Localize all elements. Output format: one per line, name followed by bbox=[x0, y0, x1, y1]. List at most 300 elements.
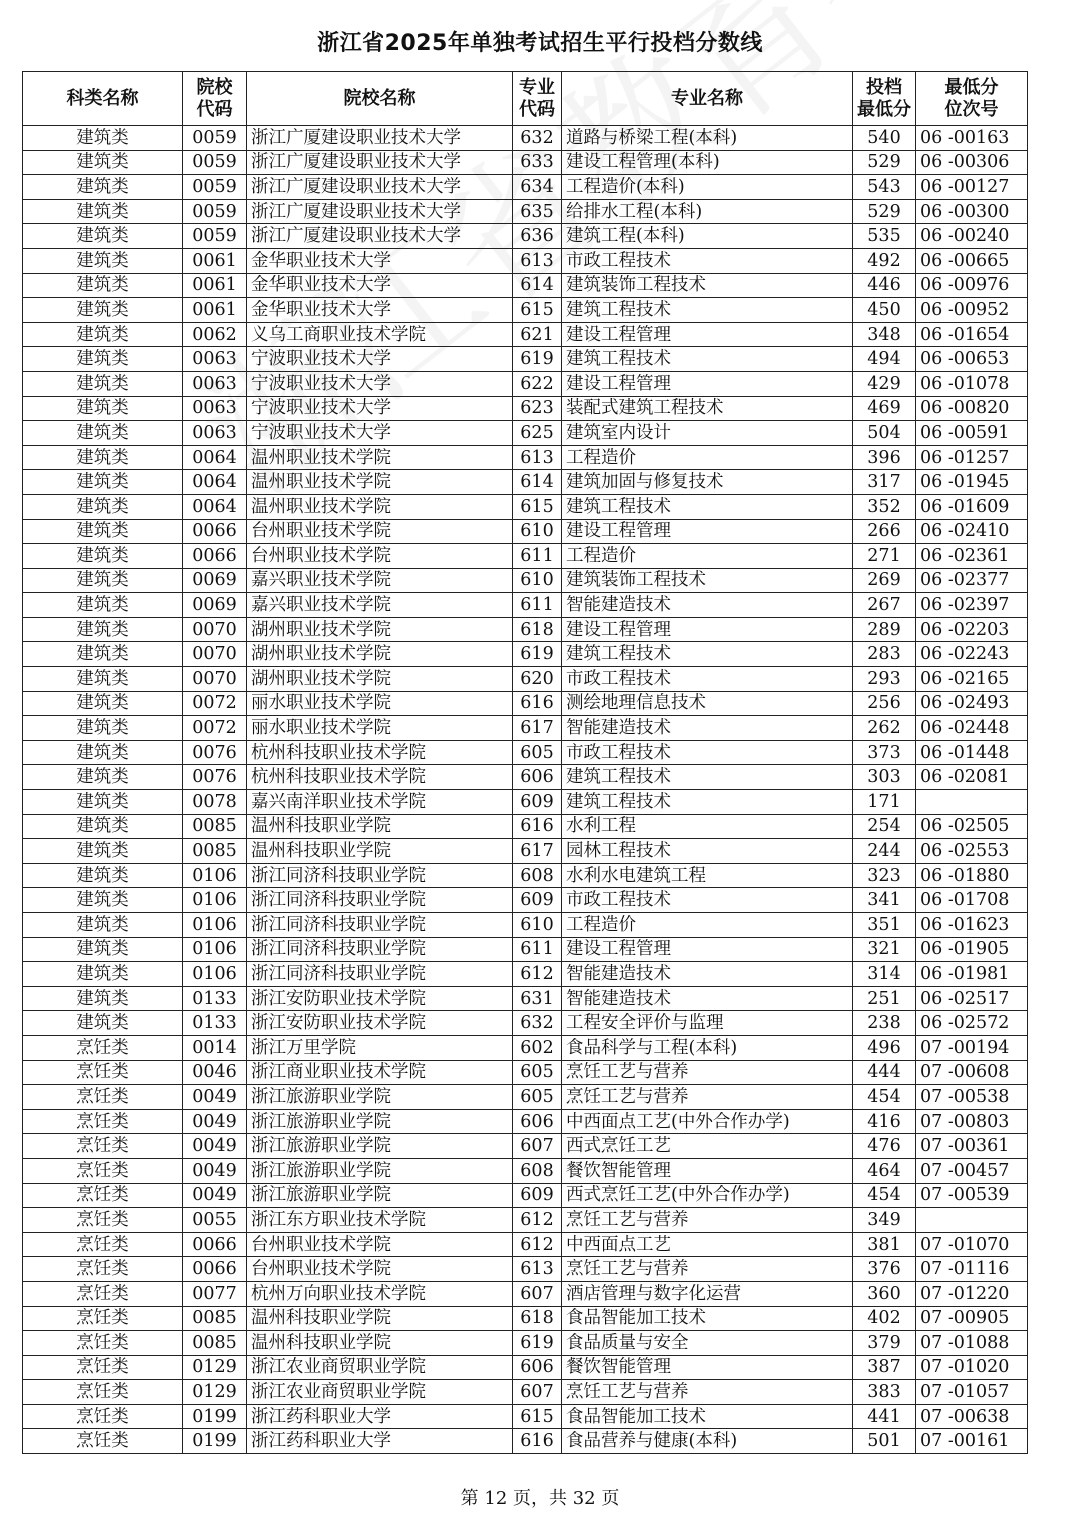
school-code-cell: 0070 bbox=[183, 642, 247, 667]
category-cell: 建筑类 bbox=[23, 593, 183, 618]
min-score-cell: 381 bbox=[853, 1232, 916, 1257]
category-cell: 建筑类 bbox=[23, 740, 183, 765]
min-rank-cell: 07 -00608 bbox=[916, 1060, 1028, 1085]
min-rank-cell: 06 -01981 bbox=[916, 962, 1028, 987]
school-name-cell: 浙江农业商贸职业学院 bbox=[247, 1355, 513, 1380]
school-name-cell: 湖州职业技术学院 bbox=[247, 667, 513, 692]
category-cell: 烹饪类 bbox=[23, 1035, 183, 1060]
category-cell: 烹饪类 bbox=[23, 1380, 183, 1405]
min-score-cell: 416 bbox=[853, 1109, 916, 1134]
major-code-cell: 634 bbox=[513, 175, 562, 200]
category-cell: 烹饪类 bbox=[23, 1208, 183, 1233]
category-cell: 建筑类 bbox=[23, 224, 183, 249]
major-name-cell: 建设工程管理 bbox=[562, 519, 853, 544]
category-cell: 烹饪类 bbox=[23, 1404, 183, 1429]
min-score-cell: 454 bbox=[853, 1085, 916, 1110]
table-row bbox=[23, 1331, 1028, 1356]
major-name-cell: 建筑工程技术 bbox=[562, 642, 853, 667]
min-rank-cell bbox=[916, 1208, 1028, 1233]
header-major-code bbox=[513, 72, 562, 126]
school-code-cell: 0199 bbox=[183, 1429, 247, 1454]
major-name-cell: 工程造价 bbox=[562, 544, 853, 569]
header-min-score bbox=[853, 72, 916, 126]
school-code-cell: 0049 bbox=[183, 1109, 247, 1134]
min-score-cell: 266 bbox=[853, 519, 916, 544]
category-cell: 建筑类 bbox=[23, 494, 183, 519]
category-cell: 建筑类 bbox=[23, 913, 183, 938]
category-cell: 烹饪类 bbox=[23, 1060, 183, 1085]
school-code-cell: 0064 bbox=[183, 470, 247, 495]
table-row bbox=[23, 224, 1028, 249]
school-code-cell: 0049 bbox=[183, 1134, 247, 1159]
major-name-cell: 西式烹饪工艺(中外合作办学) bbox=[562, 1183, 853, 1208]
category-cell: 烹饪类 bbox=[23, 1085, 183, 1110]
school-name-cell: 浙江药科职业大学 bbox=[247, 1429, 513, 1454]
major-name-cell: 建筑工程技术 bbox=[562, 790, 853, 815]
category-cell: 建筑类 bbox=[23, 790, 183, 815]
major-name-cell: 建筑装饰工程技术 bbox=[562, 273, 853, 298]
category-cell: 建筑类 bbox=[23, 175, 183, 200]
min-score-cell: 373 bbox=[853, 740, 916, 765]
major-code-cell: 612 bbox=[513, 1208, 562, 1233]
major-code-cell: 618 bbox=[513, 617, 562, 642]
min-rank-cell: 06 -02377 bbox=[916, 568, 1028, 593]
major-name-cell: 酒店管理与数字化运营 bbox=[562, 1281, 853, 1306]
major-code-cell: 609 bbox=[513, 790, 562, 815]
min-score-cell: 450 bbox=[853, 298, 916, 323]
major-code-cell: 619 bbox=[513, 642, 562, 667]
school-name-cell: 宁波职业技术大学 bbox=[247, 421, 513, 446]
min-rank-cell: 07 -01070 bbox=[916, 1232, 1028, 1257]
school-code-cell: 0072 bbox=[183, 691, 247, 716]
school-code-cell: 0085 bbox=[183, 1306, 247, 1331]
min-score-cell: 317 bbox=[853, 470, 916, 495]
min-score-cell: 341 bbox=[853, 888, 916, 913]
table-row bbox=[23, 937, 1028, 962]
school-name-cell: 台州职业技术学院 bbox=[247, 544, 513, 569]
school-name-cell: 丽水职业技术学院 bbox=[247, 716, 513, 741]
school-code-cell: 0066 bbox=[183, 1232, 247, 1257]
table-row bbox=[23, 1355, 1028, 1380]
major-code-cell: 615 bbox=[513, 298, 562, 323]
min-rank-cell: 06 -00976 bbox=[916, 273, 1028, 298]
school-name-cell: 温州科技职业学院 bbox=[247, 839, 513, 864]
min-score-cell: 351 bbox=[853, 913, 916, 938]
major-code-cell: 607 bbox=[513, 1134, 562, 1159]
major-name-cell: 建筑工程技术 bbox=[562, 494, 853, 519]
header-school-code bbox=[183, 72, 247, 126]
school-name-cell: 浙江旅游职业学院 bbox=[247, 1183, 513, 1208]
table-row bbox=[23, 126, 1028, 151]
school-name-cell: 宁波职业技术大学 bbox=[247, 347, 513, 372]
min-score-cell: 376 bbox=[853, 1257, 916, 1282]
min-score-cell: 494 bbox=[853, 347, 916, 372]
header-major-code-text: 专业 代码 bbox=[519, 76, 555, 120]
major-name-cell: 工程造价 bbox=[562, 445, 853, 470]
school-code-cell: 0106 bbox=[183, 962, 247, 987]
major-code-cell: 635 bbox=[513, 199, 562, 224]
table-row bbox=[23, 716, 1028, 741]
min-rank-cell: 06 -02361 bbox=[916, 544, 1028, 569]
major-code-cell: 619 bbox=[513, 347, 562, 372]
school-name-cell: 温州职业技术学院 bbox=[247, 494, 513, 519]
school-code-cell: 0063 bbox=[183, 371, 247, 396]
major-name-cell: 食品科学与工程(本科) bbox=[562, 1035, 853, 1060]
major-name-cell: 工程安全评价与监理 bbox=[562, 1011, 853, 1036]
min-rank-cell: 06 -02410 bbox=[916, 519, 1028, 544]
category-cell: 建筑类 bbox=[23, 1011, 183, 1036]
school-code-cell: 0070 bbox=[183, 617, 247, 642]
school-name-cell: 浙江安防职业技术学院 bbox=[247, 986, 513, 1011]
major-code-cell: 613 bbox=[513, 248, 562, 273]
category-cell: 烹饪类 bbox=[23, 1109, 183, 1134]
category-cell: 建筑类 bbox=[23, 421, 183, 446]
school-name-cell: 义乌工商职业技术学院 bbox=[247, 322, 513, 347]
min-rank-cell: 06 -01708 bbox=[916, 888, 1028, 913]
major-name-cell: 市政工程技术 bbox=[562, 888, 853, 913]
major-name-cell: 市政工程技术 bbox=[562, 740, 853, 765]
school-name-cell: 浙江广厦建设职业技术大学 bbox=[247, 175, 513, 200]
table-row bbox=[23, 347, 1028, 372]
major-code-cell: 608 bbox=[513, 863, 562, 888]
min-score-cell: 402 bbox=[853, 1306, 916, 1331]
school-name-cell: 宁波职业技术大学 bbox=[247, 396, 513, 421]
school-code-cell: 0059 bbox=[183, 175, 247, 200]
min-rank-cell: 06 -01078 bbox=[916, 371, 1028, 396]
major-name-cell: 工程造价(本科) bbox=[562, 175, 853, 200]
major-name-cell: 智能建造技术 bbox=[562, 716, 853, 741]
school-code-cell: 0070 bbox=[183, 667, 247, 692]
min-rank-cell: 06 -02572 bbox=[916, 1011, 1028, 1036]
min-rank-cell: 07 -00905 bbox=[916, 1306, 1028, 1331]
min-score-cell: 171 bbox=[853, 790, 916, 815]
table-row bbox=[23, 667, 1028, 692]
major-code-cell: 607 bbox=[513, 1281, 562, 1306]
school-name-cell: 浙江广厦建设职业技术大学 bbox=[247, 199, 513, 224]
table-row bbox=[23, 1429, 1028, 1454]
min-score-cell: 441 bbox=[853, 1404, 916, 1429]
table-row bbox=[23, 248, 1028, 273]
major-name-cell: 智能建造技术 bbox=[562, 962, 853, 987]
school-code-cell: 0049 bbox=[183, 1085, 247, 1110]
min-score-cell: 444 bbox=[853, 1060, 916, 1085]
min-score-cell: 543 bbox=[853, 175, 916, 200]
min-score-cell: 396 bbox=[853, 445, 916, 470]
category-cell: 建筑类 bbox=[23, 716, 183, 741]
min-rank-cell: 06 -00163 bbox=[916, 126, 1028, 151]
category-cell: 建筑类 bbox=[23, 765, 183, 790]
table-row bbox=[23, 150, 1028, 175]
min-rank-cell: 07 -01020 bbox=[916, 1355, 1028, 1380]
school-code-cell: 0062 bbox=[183, 322, 247, 347]
major-code-cell: 612 bbox=[513, 1232, 562, 1257]
category-cell: 建筑类 bbox=[23, 519, 183, 544]
table-row bbox=[23, 839, 1028, 864]
min-rank-cell: 07 -01116 bbox=[916, 1257, 1028, 1282]
category-cell: 建筑类 bbox=[23, 126, 183, 151]
table-row bbox=[23, 396, 1028, 421]
table-row bbox=[23, 1060, 1028, 1085]
table-row bbox=[23, 962, 1028, 987]
category-cell: 烹饪类 bbox=[23, 1257, 183, 1282]
min-rank-cell: 07 -00803 bbox=[916, 1109, 1028, 1134]
category-cell: 建筑类 bbox=[23, 962, 183, 987]
min-rank-cell: 06 -02081 bbox=[916, 765, 1028, 790]
min-score-cell: 496 bbox=[853, 1035, 916, 1060]
min-rank-cell: 06 -01623 bbox=[916, 913, 1028, 938]
min-rank-cell: 06 -01905 bbox=[916, 937, 1028, 962]
admission-score-table bbox=[22, 71, 1028, 1454]
table-row bbox=[23, 1183, 1028, 1208]
school-code-cell: 0014 bbox=[183, 1035, 247, 1060]
min-score-cell: 323 bbox=[853, 863, 916, 888]
category-cell: 建筑类 bbox=[23, 937, 183, 962]
min-score-cell: 529 bbox=[853, 199, 916, 224]
major-name-cell: 烹饪工艺与营养 bbox=[562, 1380, 853, 1405]
page-footer: 第 12 页，共 32 页 bbox=[460, 1488, 620, 1509]
school-name-cell: 湖州职业技术学院 bbox=[247, 617, 513, 642]
table-row bbox=[23, 445, 1028, 470]
major-name-cell: 智能建造技术 bbox=[562, 593, 853, 618]
school-name-cell: 金华职业技术大学 bbox=[247, 248, 513, 273]
table-row bbox=[23, 888, 1028, 913]
table-row bbox=[23, 1109, 1028, 1134]
school-name-cell: 浙江同济科技职业学院 bbox=[247, 962, 513, 987]
major-name-cell: 建筑工程技术 bbox=[562, 765, 853, 790]
school-code-cell: 0066 bbox=[183, 519, 247, 544]
min-score-cell: 540 bbox=[853, 126, 916, 151]
school-name-cell: 浙江广厦建设职业技术大学 bbox=[247, 224, 513, 249]
school-name-cell: 杭州科技职业技术学院 bbox=[247, 765, 513, 790]
table-row bbox=[23, 273, 1028, 298]
major-name-cell: 烹饪工艺与营养 bbox=[562, 1060, 853, 1085]
min-rank-cell: 06 -01609 bbox=[916, 494, 1028, 519]
major-code-cell: 616 bbox=[513, 1429, 562, 1454]
major-name-cell: 食品营养与健康(本科) bbox=[562, 1429, 853, 1454]
table-row bbox=[23, 199, 1028, 224]
major-code-cell: 606 bbox=[513, 765, 562, 790]
min-score-cell: 256 bbox=[853, 691, 916, 716]
min-rank-cell: 06 -02553 bbox=[916, 839, 1028, 864]
major-code-cell: 605 bbox=[513, 1085, 562, 1110]
min-score-cell: 348 bbox=[853, 322, 916, 347]
school-name-cell: 温州科技职业学院 bbox=[247, 1331, 513, 1356]
major-code-cell: 620 bbox=[513, 667, 562, 692]
category-cell: 建筑类 bbox=[23, 470, 183, 495]
min-rank-cell: 06 -00952 bbox=[916, 298, 1028, 323]
school-code-cell: 0066 bbox=[183, 1257, 247, 1282]
school-name-cell: 丽水职业技术学院 bbox=[247, 691, 513, 716]
header-min-rank-text: 最低分 位次号 bbox=[944, 76, 999, 120]
min-rank-cell: 06 -00127 bbox=[916, 175, 1028, 200]
school-name-cell: 浙江旅游职业学院 bbox=[247, 1109, 513, 1134]
category-cell: 建筑类 bbox=[23, 199, 183, 224]
min-rank-cell: 06 -00306 bbox=[916, 150, 1028, 175]
school-name-cell: 浙江万里学院 bbox=[247, 1035, 513, 1060]
min-score-cell: 379 bbox=[853, 1331, 916, 1356]
school-code-cell: 0199 bbox=[183, 1404, 247, 1429]
category-cell: 烹饪类 bbox=[23, 1232, 183, 1257]
table-row bbox=[23, 913, 1028, 938]
school-code-cell: 0049 bbox=[183, 1183, 247, 1208]
table-row bbox=[23, 790, 1028, 815]
major-name-cell: 食品智能加工技术 bbox=[562, 1404, 853, 1429]
min-rank-cell: 06 -00820 bbox=[916, 396, 1028, 421]
min-rank-cell: 07 -00457 bbox=[916, 1158, 1028, 1183]
min-score-cell: 501 bbox=[853, 1429, 916, 1454]
major-code-cell: 615 bbox=[513, 494, 562, 519]
school-code-cell: 0061 bbox=[183, 298, 247, 323]
school-name-cell: 浙江广厦建设职业技术大学 bbox=[247, 126, 513, 151]
major-name-cell: 市政工程技术 bbox=[562, 667, 853, 692]
table-row bbox=[23, 421, 1028, 446]
min-score-cell: 469 bbox=[853, 396, 916, 421]
school-name-cell: 嘉兴职业技术学院 bbox=[247, 593, 513, 618]
school-name-cell: 浙江广厦建设职业技术大学 bbox=[247, 150, 513, 175]
min-rank-cell: 07 -01220 bbox=[916, 1281, 1028, 1306]
major-code-cell: 616 bbox=[513, 814, 562, 839]
major-name-cell: 建设工程管理 bbox=[562, 371, 853, 396]
major-code-cell: 618 bbox=[513, 1306, 562, 1331]
min-rank-cell: 06 -02203 bbox=[916, 617, 1028, 642]
school-name-cell: 宁波职业技术大学 bbox=[247, 371, 513, 396]
school-code-cell: 0064 bbox=[183, 445, 247, 470]
category-cell: 建筑类 bbox=[23, 568, 183, 593]
school-name-cell: 浙江农业商贸职业学院 bbox=[247, 1380, 513, 1405]
table-row bbox=[23, 470, 1028, 495]
table-row bbox=[23, 1134, 1028, 1159]
min-rank-cell: 06 -01654 bbox=[916, 322, 1028, 347]
min-rank-cell: 07 -00538 bbox=[916, 1085, 1028, 1110]
table-row bbox=[23, 1158, 1028, 1183]
major-code-cell: 610 bbox=[513, 568, 562, 593]
major-code-cell: 611 bbox=[513, 544, 562, 569]
major-name-cell: 建筑工程技术 bbox=[562, 347, 853, 372]
min-score-cell: 238 bbox=[853, 1011, 916, 1036]
school-code-cell: 0059 bbox=[183, 126, 247, 151]
school-code-cell: 0063 bbox=[183, 347, 247, 372]
min-rank-cell: 06 -02243 bbox=[916, 642, 1028, 667]
school-code-cell: 0106 bbox=[183, 863, 247, 888]
school-name-cell: 温州职业技术学院 bbox=[247, 470, 513, 495]
header-school-name: 院校名称 bbox=[247, 72, 513, 126]
school-name-cell: 杭州万向职业技术学院 bbox=[247, 1281, 513, 1306]
table-row bbox=[23, 1208, 1028, 1233]
major-name-cell: 建筑装饰工程技术 bbox=[562, 568, 853, 593]
major-code-cell: 631 bbox=[513, 986, 562, 1011]
category-cell: 建筑类 bbox=[23, 322, 183, 347]
major-name-cell: 烹饪工艺与营养 bbox=[562, 1257, 853, 1282]
school-code-cell: 0059 bbox=[183, 199, 247, 224]
min-score-cell: 262 bbox=[853, 716, 916, 741]
major-name-cell: 餐饮智能管理 bbox=[562, 1355, 853, 1380]
min-rank-cell: 07 -00361 bbox=[916, 1134, 1028, 1159]
major-name-cell: 食品智能加工技术 bbox=[562, 1306, 853, 1331]
category-cell: 烹饪类 bbox=[23, 1158, 183, 1183]
major-name-cell: 烹饪工艺与营养 bbox=[562, 1208, 853, 1233]
table-row bbox=[23, 1404, 1028, 1429]
category-cell: 烹饪类 bbox=[23, 1281, 183, 1306]
major-name-cell: 餐饮智能管理 bbox=[562, 1158, 853, 1183]
table-row bbox=[23, 1380, 1028, 1405]
category-cell: 建筑类 bbox=[23, 150, 183, 175]
major-name-cell: 水利工程 bbox=[562, 814, 853, 839]
school-code-cell: 0059 bbox=[183, 224, 247, 249]
school-code-cell: 0085 bbox=[183, 814, 247, 839]
table-row bbox=[23, 1281, 1028, 1306]
school-name-cell: 浙江药科职业大学 bbox=[247, 1404, 513, 1429]
page-title: 浙江省2025年单独考试招生平行投档分数线 bbox=[317, 31, 763, 56]
school-code-cell: 0129 bbox=[183, 1380, 247, 1405]
school-name-cell: 杭州科技职业技术学院 bbox=[247, 740, 513, 765]
min-score-cell: 303 bbox=[853, 765, 916, 790]
category-cell: 建筑类 bbox=[23, 839, 183, 864]
school-code-cell: 0106 bbox=[183, 913, 247, 938]
major-code-cell: 607 bbox=[513, 1380, 562, 1405]
header-min-score-text: 投档 最低分 bbox=[857, 76, 911, 120]
school-code-cell: 0069 bbox=[183, 593, 247, 618]
school-code-cell: 0069 bbox=[183, 568, 247, 593]
school-name-cell: 浙江商业职业技术学院 bbox=[247, 1060, 513, 1085]
major-code-cell: 613 bbox=[513, 1257, 562, 1282]
major-code-cell: 622 bbox=[513, 371, 562, 396]
table-row bbox=[23, 1232, 1028, 1257]
table-row bbox=[23, 986, 1028, 1011]
major-name-cell: 建设工程管理 bbox=[562, 322, 853, 347]
major-name-cell: 中西面点工艺(中外合作办学) bbox=[562, 1109, 853, 1134]
major-code-cell: 611 bbox=[513, 937, 562, 962]
category-cell: 建筑类 bbox=[23, 667, 183, 692]
table-row bbox=[23, 593, 1028, 618]
min-rank-cell: 06 -01880 bbox=[916, 863, 1028, 888]
category-cell: 烹饪类 bbox=[23, 1355, 183, 1380]
min-rank-cell: 06 -00591 bbox=[916, 421, 1028, 446]
table-row bbox=[23, 322, 1028, 347]
major-code-cell: 616 bbox=[513, 691, 562, 716]
school-name-cell: 温州科技职业学院 bbox=[247, 1306, 513, 1331]
major-code-cell: 609 bbox=[513, 1183, 562, 1208]
min-rank-cell: 07 -01088 bbox=[916, 1331, 1028, 1356]
school-code-cell: 0064 bbox=[183, 494, 247, 519]
school-code-cell: 0049 bbox=[183, 1158, 247, 1183]
major-name-cell: 建设工程管理 bbox=[562, 937, 853, 962]
major-code-cell: 615 bbox=[513, 1404, 562, 1429]
major-name-cell: 建设工程管理(本科) bbox=[562, 150, 853, 175]
category-cell: 建筑类 bbox=[23, 298, 183, 323]
category-cell: 烹饪类 bbox=[23, 1306, 183, 1331]
major-code-cell: 633 bbox=[513, 150, 562, 175]
school-name-cell: 台州职业技术学院 bbox=[247, 519, 513, 544]
major-name-cell: 道路与桥梁工程(本科) bbox=[562, 126, 853, 151]
major-code-cell: 608 bbox=[513, 1158, 562, 1183]
min-score-cell: 476 bbox=[853, 1134, 916, 1159]
major-name-cell: 中西面点工艺 bbox=[562, 1232, 853, 1257]
table-row bbox=[23, 371, 1028, 396]
major-name-cell: 装配式建筑工程技术 bbox=[562, 396, 853, 421]
min-score-cell: 504 bbox=[853, 421, 916, 446]
min-rank-cell: 07 -00161 bbox=[916, 1429, 1028, 1454]
major-code-cell: 605 bbox=[513, 740, 562, 765]
major-name-cell: 建筑室内设计 bbox=[562, 421, 853, 446]
table-row bbox=[23, 494, 1028, 519]
min-rank-cell: 06 -00653 bbox=[916, 347, 1028, 372]
min-score-cell: 464 bbox=[853, 1158, 916, 1183]
school-code-cell: 0133 bbox=[183, 986, 247, 1011]
major-name-cell: 建筑工程(本科) bbox=[562, 224, 853, 249]
school-name-cell: 浙江安防职业技术学院 bbox=[247, 1011, 513, 1036]
school-name-cell: 浙江同济科技职业学院 bbox=[247, 937, 513, 962]
min-rank-cell: 06 -02397 bbox=[916, 593, 1028, 618]
